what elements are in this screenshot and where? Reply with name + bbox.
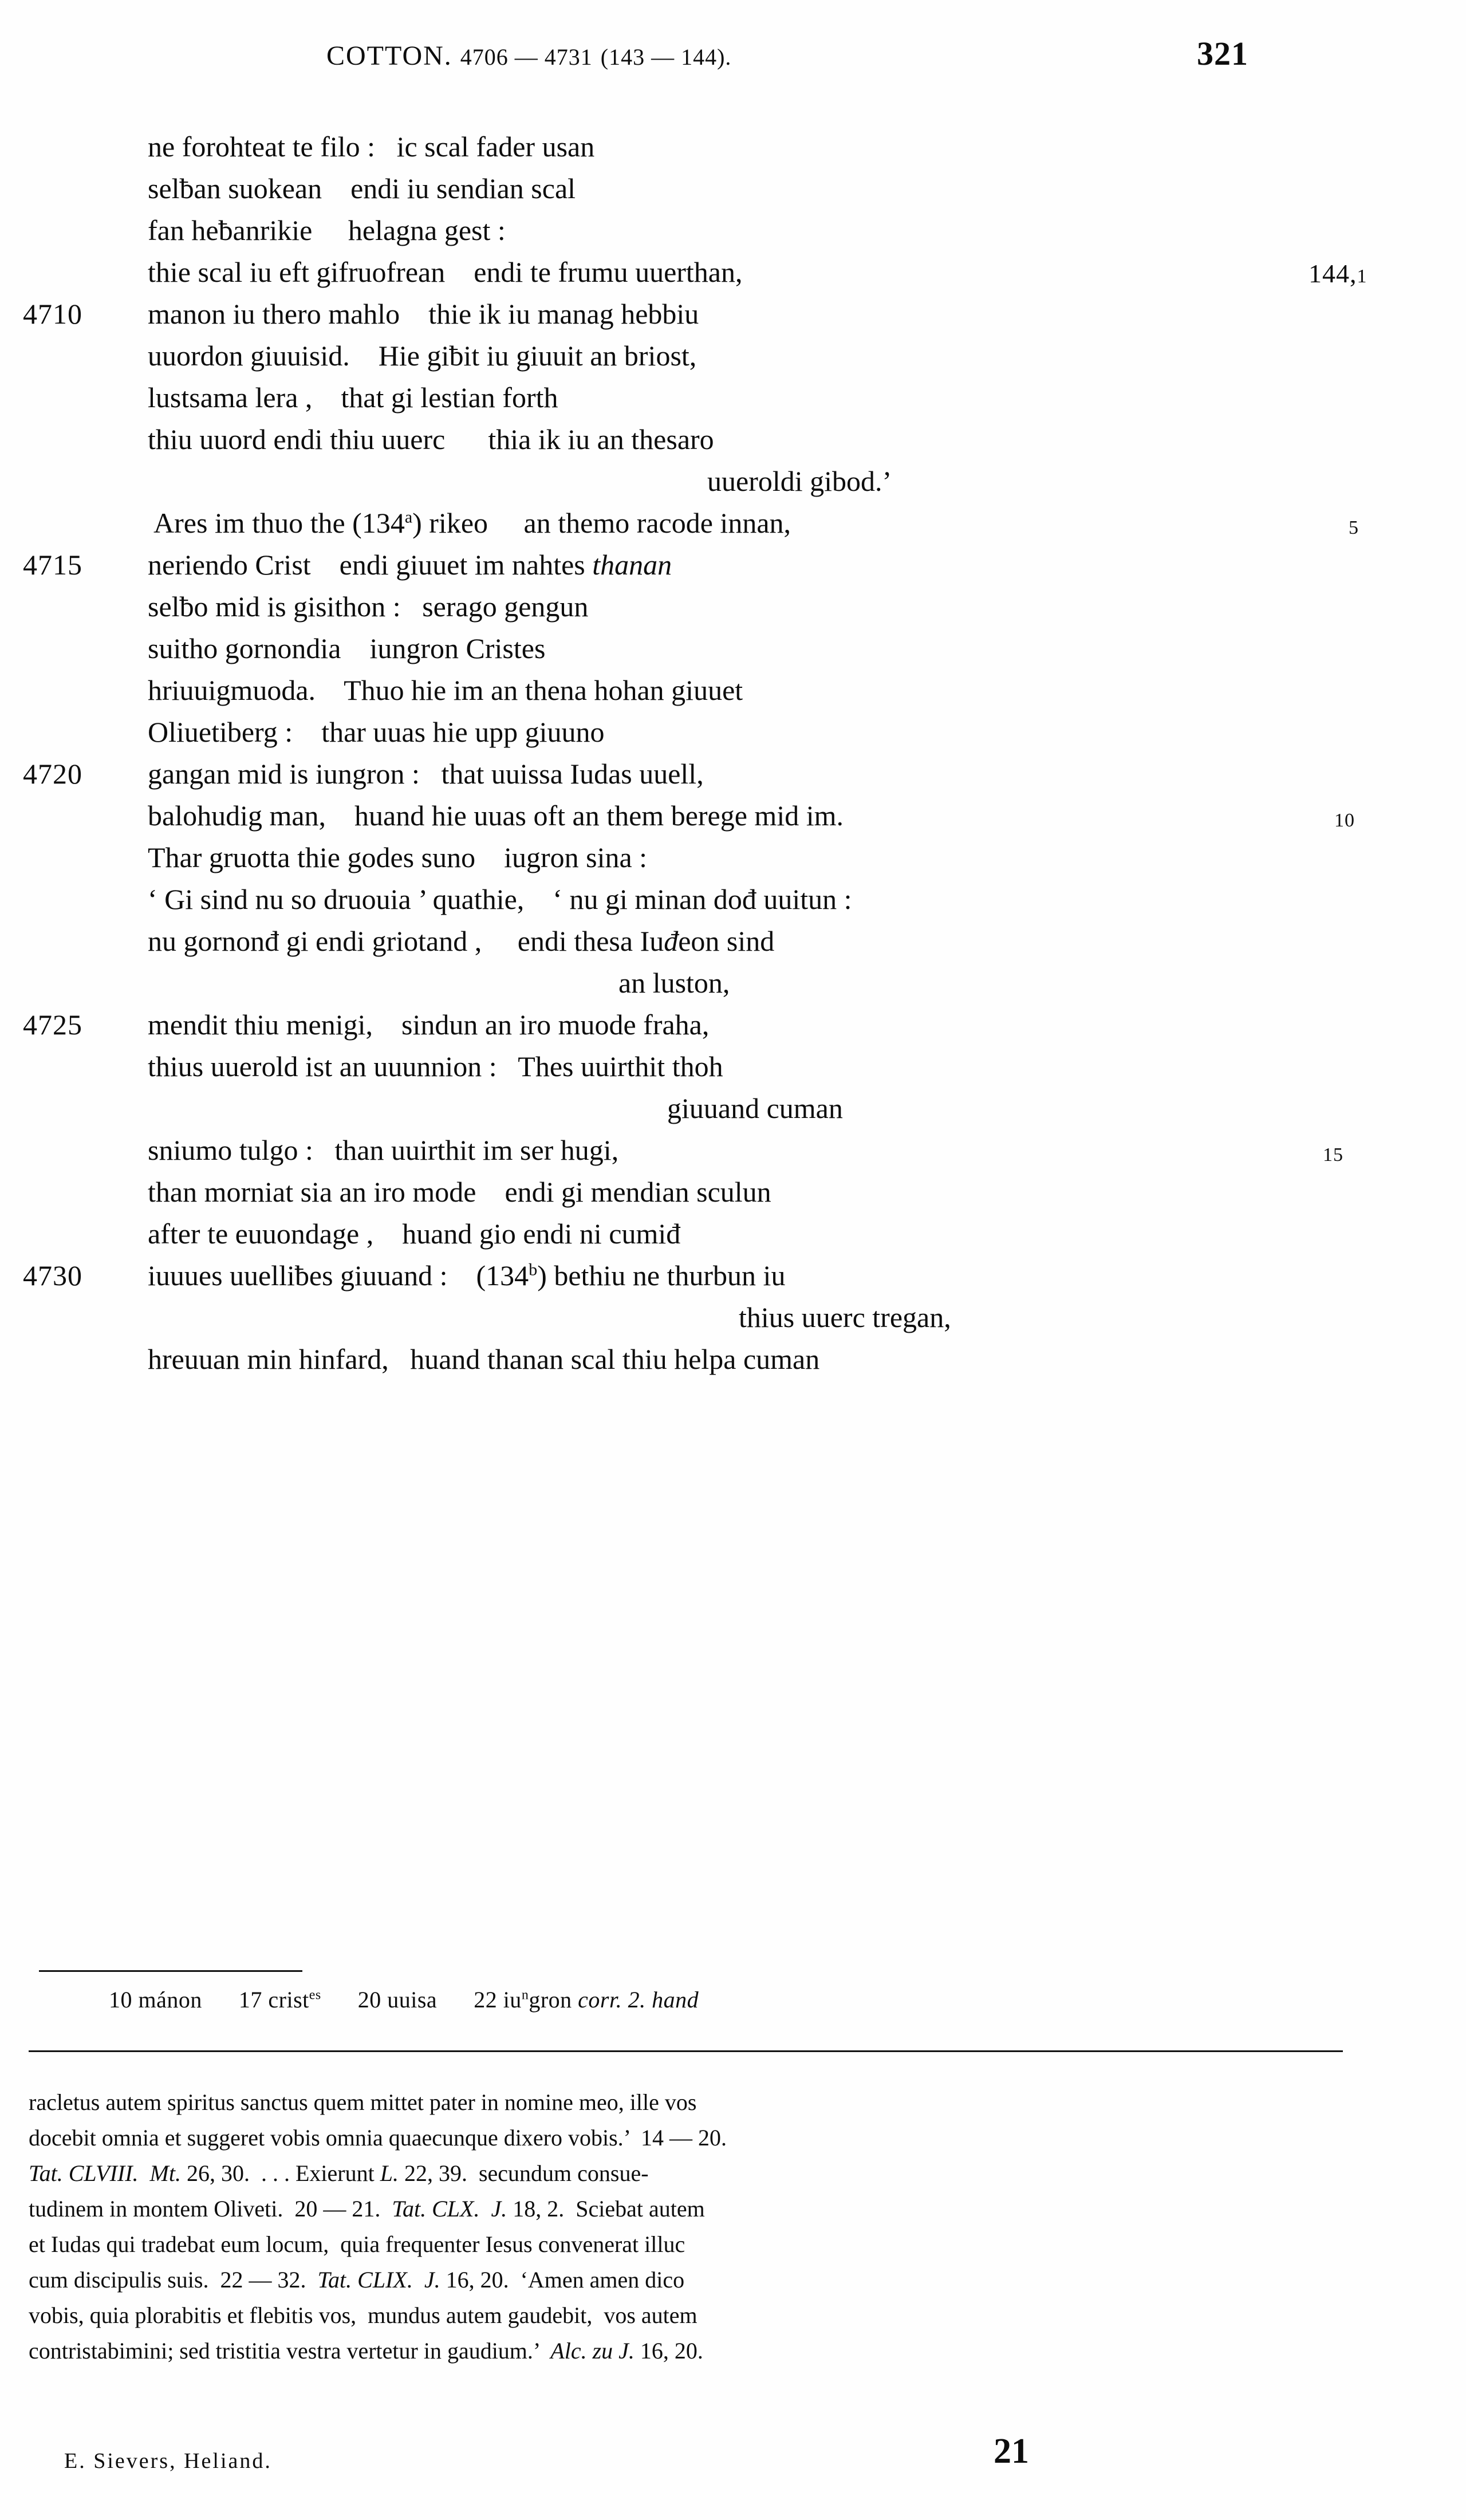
verse-line-text: fan heƀanrikie helagna gest : xyxy=(148,214,506,246)
verse-line-text: an luston, xyxy=(618,967,730,999)
verse-line-text: gangan mid is iungron : that uuissa Iudas uuell, xyxy=(148,758,704,790)
footer-signature: E. Sievers, Heliand. xyxy=(64,2449,272,2473)
verse-line-text: Oliuetiberg : thar uuas hie upp giuuno xyxy=(148,716,605,748)
verse-line-text: hreuuan min hinfard, huand thanan scal thiu helpa cuman xyxy=(148,1343,820,1375)
verse-line-text: neriendo Crist endi giuuet im nahtes thanan xyxy=(148,549,672,581)
note-line: racletus autem spiritus sanctus quem mittet pater in nomine meo, ille vos xyxy=(29,2089,697,2115)
verse-line xyxy=(0,628,1466,670)
verse-line-text: after te euuondage , huand gio endi ni cumiđ xyxy=(148,1218,681,1250)
verse-line-text: balohudig man, huand hie uuas oft an them berege mid im. xyxy=(148,800,844,832)
running-head-manuscript: COTTON. xyxy=(326,41,452,71)
verse-line xyxy=(0,419,1466,460)
verse-line xyxy=(0,1213,1466,1255)
verse-line xyxy=(0,1338,1466,1380)
verse-line xyxy=(0,1046,1466,1088)
verse-line xyxy=(0,460,1466,502)
verse-line xyxy=(0,293,1466,335)
note-line: Tat. CLVIII. Mt. 26, 30. . . . Exierunt L. 22, 39. secundum consue- xyxy=(29,2160,649,2186)
verse-line xyxy=(0,1255,1466,1297)
verse-line xyxy=(0,920,1466,962)
verse-line-text: hriuuigmuoda. Thuo hie im an thena hohan giuuet xyxy=(148,674,743,706)
verse-line-number: 4715 xyxy=(23,549,82,581)
note-line: contristabimini; sed tristitia vestra vertetur in gaudium.’ Alc. zu J. 16, 20. xyxy=(29,2338,703,2364)
verse-line xyxy=(0,879,1466,920)
apparatus-entry: 10 mánon xyxy=(109,1987,202,2013)
latin-source-notes xyxy=(29,2085,1346,2369)
verse-line xyxy=(0,168,1466,210)
verse-line-number: 4725 xyxy=(23,1009,82,1041)
note-line: et Iudas qui tradebat eum locum, quia frequenter Iesus convenerat illuc xyxy=(29,2231,685,2257)
verse-line xyxy=(0,795,1466,837)
verse-line-text: than morniat sia an iro mode endi gi mendian sculun xyxy=(148,1176,771,1208)
verse-line-text: lustsama lera , that gi lestian forth xyxy=(148,381,558,414)
verse-line xyxy=(0,126,1466,168)
running-head-folio-range: (143 — 144). xyxy=(600,44,732,70)
verse-line xyxy=(0,670,1466,711)
verse-line xyxy=(0,544,1466,586)
verse-line xyxy=(0,1129,1466,1171)
verse-line-text: mendit thiu menigi, sindun an iro muode fraha, xyxy=(148,1009,710,1041)
note-line: docebit omnia et suggeret vobis omnia quaecunque dixero vobis.’ 14 — 20. xyxy=(29,2125,727,2151)
verse-line-text: nu gornonđ gi endi griotand , endi thesa Iuđeon sind xyxy=(148,925,775,957)
running-head xyxy=(0,34,1466,86)
verse-line-text: manon iu thero mahlo thie ik iu manag hebbiu xyxy=(148,298,699,330)
verse-line-text: uueroldi gibod.’ xyxy=(707,465,892,497)
verse-line-text: giuuand cuman xyxy=(667,1092,843,1124)
verse-line-text: sniumo tulgo : than uuirthit im ser hugi, xyxy=(148,1134,619,1166)
running-head-line-range: 4706 — 4731 xyxy=(460,44,593,70)
verse-line xyxy=(0,1004,1466,1046)
verse-margin-number: 5 xyxy=(1349,517,1359,538)
verse-line xyxy=(0,1171,1466,1213)
verse-line-text: ne forohteat te filo : ic scal fader usan xyxy=(148,131,595,163)
verse-line-text: thius uuerold ist an uuunnion : Thes uuirthit thoh xyxy=(148,1050,723,1082)
verse-line-text: thie scal iu eft gifruofrean endi te frumu uuerthan, xyxy=(148,256,743,288)
verse-line-text: iuuues uuelliƀes giuuand : (134$^b$) bethiu ne thurbun iu xyxy=(148,1259,786,1292)
apparatus-rule xyxy=(39,1970,302,1972)
page-number: 321 xyxy=(1197,35,1248,72)
verse-line-text: Ares im thuo the (134$^a$) rikeo an themo racode innan, xyxy=(153,507,791,539)
verse-line xyxy=(0,962,1466,1004)
verse-line xyxy=(0,377,1466,419)
verse-line-text: suitho gornondia iungron Cristes xyxy=(148,632,546,664)
note-line: tudinem in montem Oliveti. 20 — 21. Tat. CLX. J. 18, 2. Sciebat autem xyxy=(29,2196,705,2222)
verse-line xyxy=(0,837,1466,879)
verse-line xyxy=(0,1297,1466,1338)
verse-line xyxy=(0,210,1466,251)
apparatus-entry: 20 uuisa xyxy=(357,1987,438,2013)
verse-line xyxy=(0,1088,1466,1129)
verse-margin-number: 15 xyxy=(1323,1144,1343,1166)
verse-line xyxy=(0,502,1466,544)
verse-line-number: 4730 xyxy=(23,1259,82,1292)
verse-line-number: 4710 xyxy=(23,298,82,330)
verse-line-text: selƀo mid is gisithon : serago gengun xyxy=(148,590,589,623)
verse-line-text: ‘ Gi sind nu so druouia ’ quathie, ‘ nu gi minan dođ uuitun : xyxy=(148,883,852,915)
verse-line-number: 4720 xyxy=(23,758,82,790)
note-line: cum discipulis suis. 22 — 32. Tat. CLIX. J. 16, 20. ‘Amen amen dico xyxy=(29,2267,685,2293)
verse-line-text: thiu uuord endi thiu uuerc thia ik iu an thesaro xyxy=(148,423,714,455)
verse-block xyxy=(0,126,1466,1380)
verse-line-text: uuordon giuuisid. Hie giƀit iu giuuit an briost, xyxy=(148,340,697,372)
footer-sheet-number: 21 xyxy=(994,2432,1029,2471)
verse-line-text: Thar gruotta thie godes suno iugron sina : xyxy=(148,841,648,873)
verse-line xyxy=(0,586,1466,628)
verse-line-text: selƀan suokean endi iu sendian scal xyxy=(148,172,576,204)
verse-line xyxy=(0,251,1466,293)
notes-rule xyxy=(29,2050,1343,2052)
running-head-title xyxy=(326,40,731,72)
critical-apparatus xyxy=(109,1986,699,2013)
verse-line-text: thius uuerc tregan, xyxy=(739,1301,951,1333)
verse-line xyxy=(0,753,1466,795)
verse-line xyxy=(0,711,1466,753)
verse-line xyxy=(0,335,1466,377)
verse-margin-number: 144,1 xyxy=(1309,259,1368,288)
apparatus-entry: 22 $iu^ngron$ corr. 2. hand xyxy=(474,1987,699,2013)
verse-margin-number: 10 xyxy=(1334,810,1355,831)
note-line: vobis, quia plorabitis et flebitis vos, mundus autem gaudebit, vos autem xyxy=(29,2302,697,2328)
apparatus-entry: 17 crist$^{es}$ xyxy=(238,1987,321,2013)
